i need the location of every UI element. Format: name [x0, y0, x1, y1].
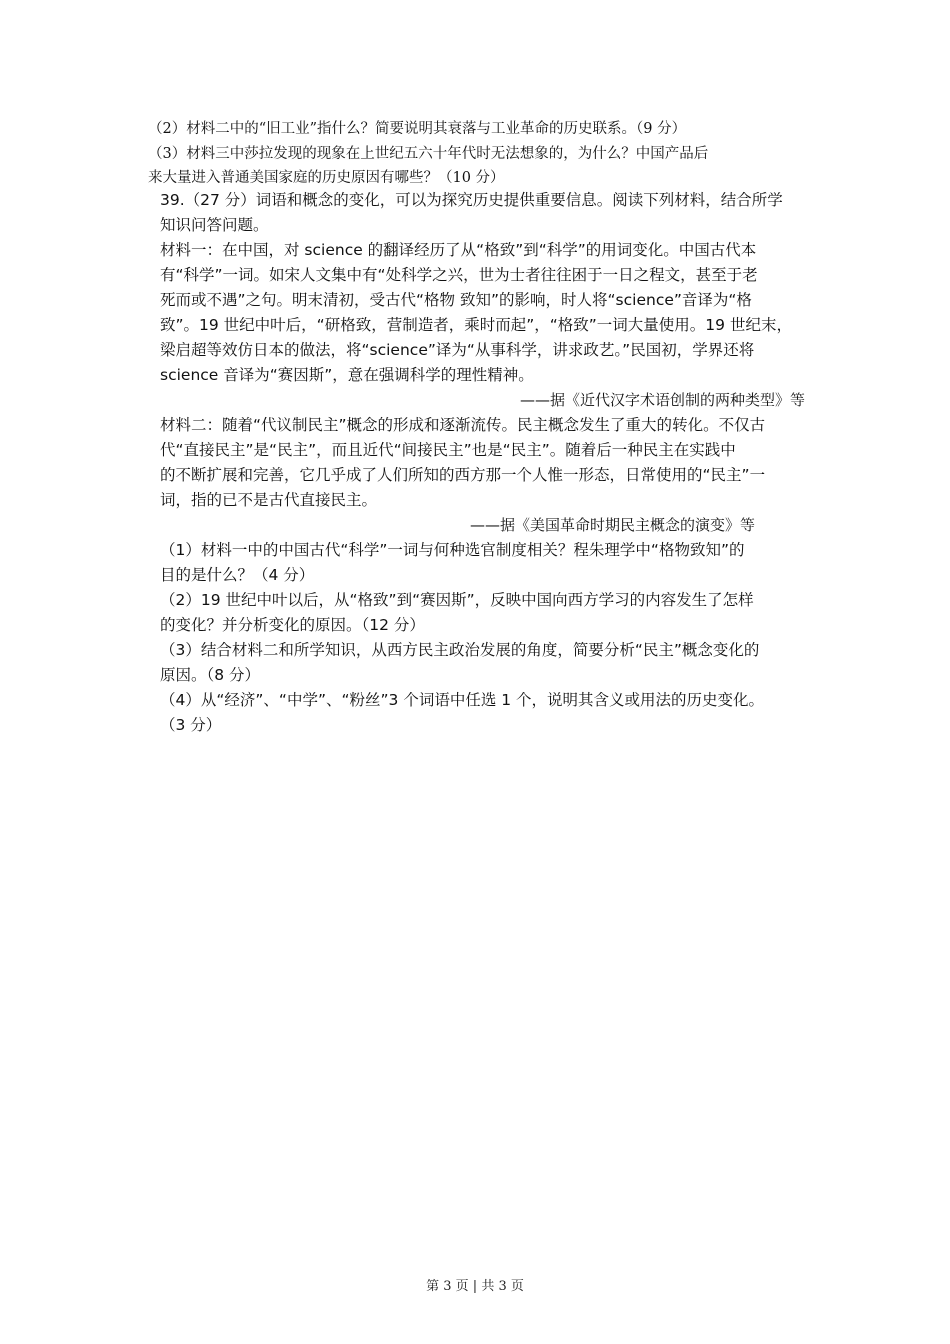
- subquestion-line: （3）结合材料二和所学知识，从西方民主政治发展的角度，简要分析“民主”概念变化的: [160, 641, 760, 659]
- question-39-intro-line2: 知识问答问题。: [160, 216, 269, 234]
- material-1-line: 梁启超等效仿日本的做法，将“science”译为“从事科学，讲求政艺。”民国初，学界还将: [160, 341, 755, 359]
- material-2-line: 词，指的已不是古代直接民主。: [160, 491, 378, 509]
- question-38-sub3-line2: 来大量进入普通美国家庭的历史原因有哪些？（10 分）: [148, 170, 505, 186]
- material-1-line: 有“科学”一词。如宋人文集中有“处科学之兴，世为士者往往困于一日之程文，甚至于老: [160, 266, 758, 284]
- material-1-line: 死而或不遇”之句。明末清初，受古代“格物 致知”的影响，时人将“science”音译为“格: [160, 291, 752, 309]
- material-1-source: ——据《近代汉字术语创制的两种类型》等: [520, 391, 806, 409]
- subquestion-line: 目的是什么？（4 分）: [160, 566, 315, 584]
- question-38-sub3-line1: （3）材料三中莎拉发现的现象在上世纪五六十年代时无法想象的，为什么？中国产品后: [148, 146, 709, 162]
- subquestion-line: 原因。（8 分）: [160, 666, 261, 684]
- material-2-line: 的不断扩展和完善，它几乎成了人们所知的西方那一个人惟一形态，日常使用的“民主”一: [160, 466, 766, 484]
- subquestion-line: （2）19 世纪中叶以后，从“格致”到“赛因斯”，反映中国向西方学习的内容发生了怎样: [160, 591, 754, 609]
- subquestion-line: （3 分）: [160, 716, 222, 734]
- material-1-line: science 音译为“赛因斯”，意在强调科学的理性精神。: [160, 366, 534, 384]
- subquestion-line: （4）从“经济”、“中学”、“粉丝”3 个词语中任选 1 个，说明其含义或用法的历史变化。: [160, 691, 765, 709]
- subquestion-line: （1）材料一中的中国古代“科学”一词与何种选官制度相关？程朱理学中“格物致知”的: [160, 541, 745, 559]
- question-38-sub2: （2）材料二中的“旧工业”指什么？简要说明其衰落与工业革命的历史联系。（9 分）: [148, 121, 687, 137]
- question-39-intro-line1: 39.（27 分）词语和概念的变化，可以为探究历史提供重要信息。阅读下列材料，结合所学: [160, 191, 783, 209]
- page-footer: 第 3 页 | 共 3 页: [426, 1279, 524, 1294]
- material-2-line: 代“直接民主”是“民主”，而且近代“间接民主”也是“民主”。随着后一种民主在实践中: [160, 441, 736, 459]
- subquestion-line: 的变化？并分析变化的原因。（12 分）: [160, 616, 425, 634]
- material-2-line: 材料二：随着“代议制民主”概念的形成和逐渐流传。民主概念发生了重大的转化。不仅古: [160, 416, 766, 434]
- material-1-line: 材料一：在中国，对 science 的翻译经历了从“格致”到“科学”的用词变化。中国古代本: [160, 241, 757, 259]
- material-2-source: ——据《美国革命时期民主概念的演变》等: [470, 516, 756, 534]
- material-1-line: 致”。19 世纪中叶后，“研格致，营制造者，乘时而起”，“格致”一词大量使用。19 世纪末，: [160, 316, 792, 334]
